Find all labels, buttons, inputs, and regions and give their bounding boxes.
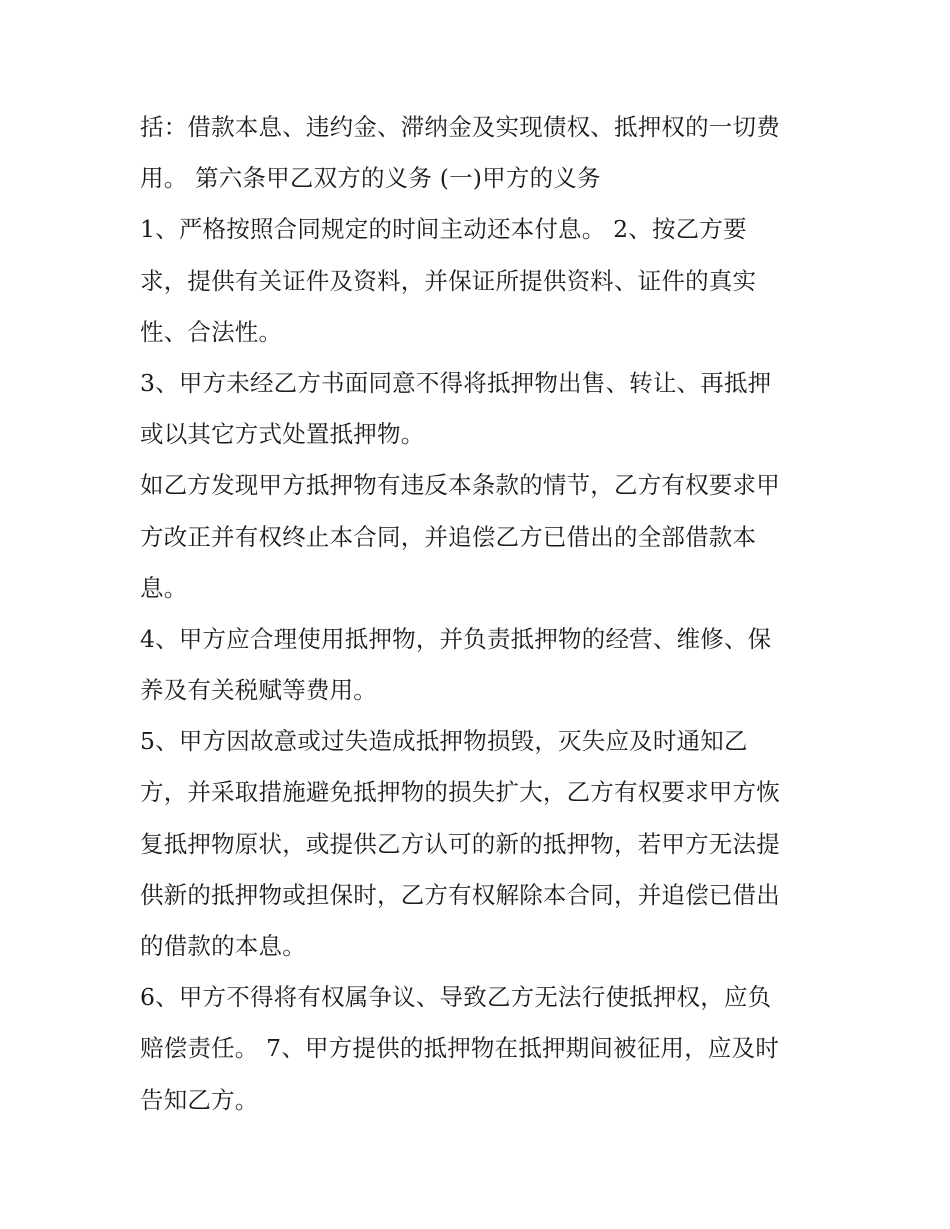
text-line: 赔偿责任。 7、甲方提供的抵押物在抵押期间被征用，应及时 — [140, 1034, 780, 1063]
text-line: 求，提供有关证件及资料，并保证所提供资料、证件的真实 — [140, 266, 757, 295]
text-line: 复抵押物原状，或提供乙方认可的新的抵押物，若甲方无法提 — [140, 829, 780, 858]
text-line: 的借款的本息。 — [140, 932, 306, 960]
text-line: 1、严格按照合同规定的时间主动还本付息。 2、按乙方要 — [140, 215, 747, 244]
text-line: 告知乙方。 — [140, 1085, 259, 1114]
text-line: 供新的抵押物或担保时，乙方有权解除本合同，并追偿已借出 — [140, 880, 780, 909]
text-line: 或以其它方式处置抵押物。 — [140, 420, 425, 449]
text-line: 3、甲方未经乙方书面同意不得将抵押物出售、转让、再抵押 — [140, 368, 772, 397]
text-line: 方改正并有权终止本合同，并追偿乙方已借出的全部借款本 — [140, 522, 757, 551]
document-body — [140, 102, 820, 1126]
text-line: 6、甲方不得将有权属争议、导致乙方无法行使抵押权，应负 — [140, 983, 772, 1012]
text-line: 5、甲方因故意或过失造成抵押物损毁，灭失应及时通知乙 — [140, 727, 748, 756]
text-line: 性、合法性。 — [140, 317, 283, 346]
text-line: 4、甲方应合理使用抵押物，并负责抵押物的经营、维修、保 — [140, 624, 772, 653]
text-line: 用。 第六条甲乙双方的义务 (一)甲方的义务 — [140, 164, 601, 193]
text-line: 方，并采取措施避免抵押物的损失扩大，乙方有权要求甲方恢 — [140, 778, 780, 807]
text-line: 括：借款本息、违约金、滞纳金及实现债权、抵押权的一切费 — [140, 113, 780, 141]
text-line: 息。 — [140, 573, 188, 602]
text-line: 如乙方发现甲方抵押物有违反本条款的情节，乙方有权要求甲 — [140, 471, 780, 500]
text-line: 养及有关税赋等费用。 — [140, 676, 377, 705]
